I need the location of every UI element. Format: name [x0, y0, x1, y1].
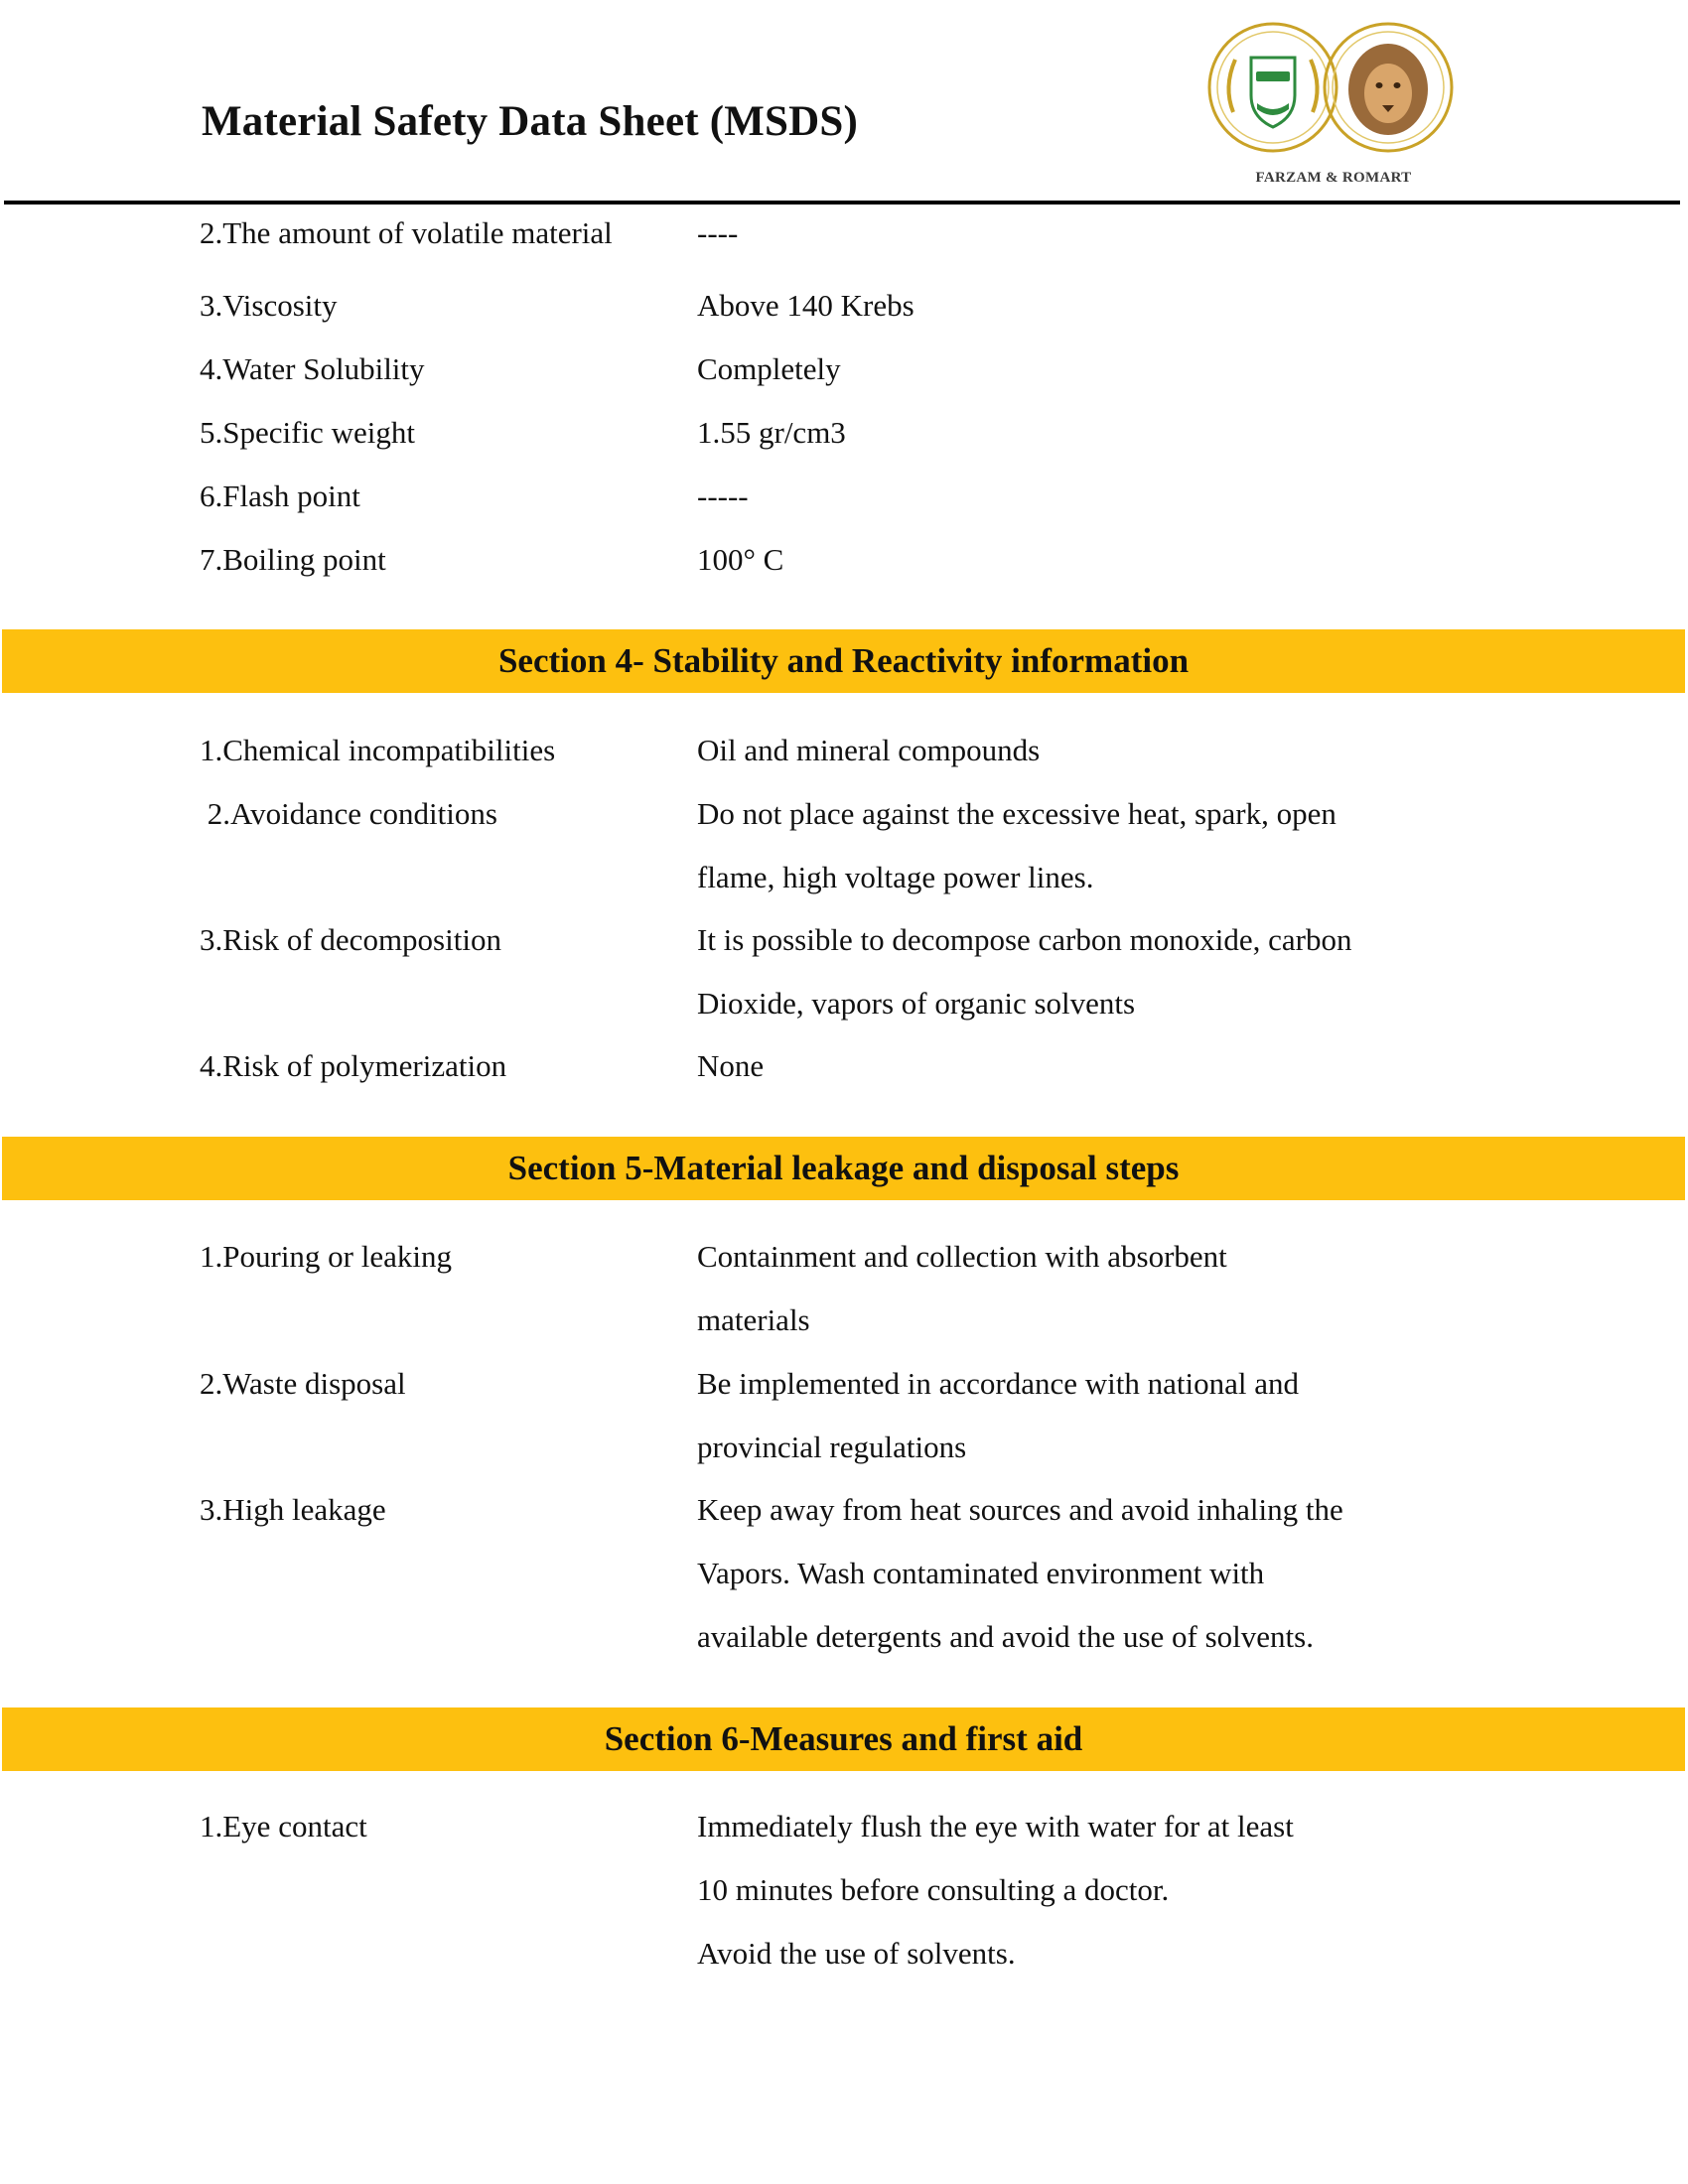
row-label: 2.Waste disposal — [200, 1366, 406, 1401]
row-value — [697, 1225, 1227, 1352]
property-value — [697, 274, 914, 338]
property-value — [697, 338, 841, 401]
value-line: It is possible to decompose carbon monoxide, carbon — [697, 922, 1352, 957]
property-value — [697, 465, 749, 528]
property-value — [697, 528, 783, 592]
row-value — [697, 908, 1351, 1035]
property-label: 3.Viscosity — [200, 288, 338, 323]
value-line: Above 140 Krebs — [697, 288, 914, 323]
row-value — [697, 1795, 1294, 1985]
value-line: Vapors. Wash contaminated environment with — [697, 1556, 1265, 1590]
value-line: Dioxide, vapors of organic solvents — [697, 986, 1136, 1021]
value-line: Containment and collection with absorbent — [697, 1239, 1227, 1274]
value-line: Oil and mineral compounds — [697, 733, 1041, 767]
row-label: 2.Avoidance conditions — [200, 796, 497, 831]
property-value — [697, 401, 846, 465]
row-value — [697, 1352, 1299, 1479]
property-label: 2.The amount of volatile material — [200, 215, 613, 250]
row-label: 1.Eye contact — [200, 1809, 367, 1843]
value-line: Avoid the use of solvents. — [697, 1936, 1016, 1971]
property-label: 5.Specific weight — [200, 415, 415, 450]
row-label: 1.Pouring or leaking — [200, 1239, 452, 1274]
value-line: Immediately flush the eye with water for at least — [697, 1809, 1294, 1843]
row-value — [697, 782, 1336, 909]
row-label: 3.Risk of decomposition — [200, 922, 501, 957]
document-title: Material Safety Data Sheet (MSDS) — [202, 98, 859, 145]
value-line: 100° C — [697, 542, 784, 577]
value-line: None — [697, 1048, 765, 1083]
row-label: 4.Risk of polymerization — [200, 1048, 507, 1083]
property-label: 6.Flash point — [200, 478, 360, 513]
value-line: materials — [697, 1302, 810, 1337]
value-line: ----- — [697, 478, 749, 513]
section-heading: Section 4- Stability and Reactivity information — [2, 629, 1685, 693]
value-line: Be implemented in accordance with national and — [697, 1366, 1299, 1401]
value-line: ---- — [697, 215, 739, 250]
property-value — [697, 202, 738, 265]
section-heading: Section 5-Material leakage and disposal steps — [2, 1137, 1685, 1200]
value-line: provincial regulations — [697, 1430, 967, 1464]
value-line: Do not place against the excessive heat, spark, open — [697, 796, 1336, 831]
value-line: Keep away from heat sources and avoid inhaling the — [697, 1492, 1343, 1527]
property-label: 4.Water Solubility — [200, 351, 425, 386]
value-line: available detergents and avoid the use of solvents. — [697, 1619, 1314, 1654]
row-value — [697, 719, 1040, 782]
value-line: Completely — [697, 351, 841, 386]
row-label: 3.High leakage — [200, 1492, 386, 1527]
value-line: flame, high voltage power lines. — [697, 860, 1094, 894]
value-line: 1.55 gr/cm3 — [697, 415, 846, 450]
logo-caption: FARZAM & ROMART — [1255, 170, 1412, 186]
row-value — [697, 1034, 764, 1098]
company-logo — [1203, 18, 1464, 199]
row-label: 1.Chemical incompatibilities — [200, 733, 556, 767]
value-line: 10 minutes before consulting a doctor. — [697, 1872, 1170, 1907]
section-heading: Section 6-Measures and first aid — [2, 1707, 1685, 1771]
property-label: 7.Boiling point — [200, 542, 386, 577]
row-value — [697, 1478, 1343, 1669]
